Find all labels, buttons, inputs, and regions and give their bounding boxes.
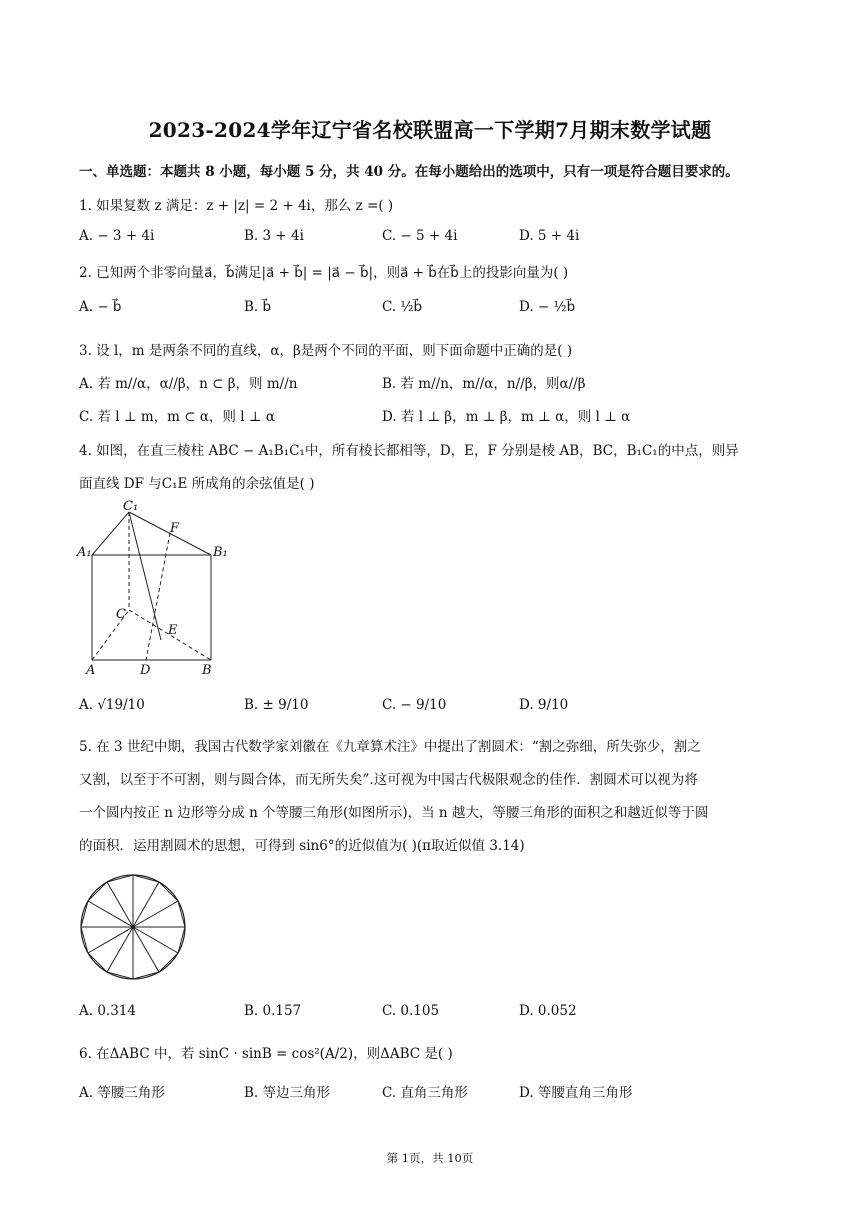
q5-option-d: D. 0.052	[519, 1003, 577, 1019]
q5-option-c: C. 0.105	[382, 1003, 440, 1019]
radius-line	[133, 882, 159, 927]
q1-option-a: A. − 3 + 4i	[79, 228, 155, 244]
radius-line	[88, 901, 133, 927]
q6-option-b: B. 等边三角形	[244, 1085, 331, 1101]
question-4-stem-line2: 面直线 DF 与C₁E 所成角的余弦值是( )	[79, 476, 315, 492]
q2-option-b: B. b⃗	[244, 299, 272, 315]
question-3-stem: 3. 设 l，m 是两条不同的直线，α，β是两个不同的平面，则下面命题中正确的是( )	[79, 343, 573, 359]
label-b1: B₁	[213, 545, 228, 560]
q2-option-a: A. − b⃗	[79, 299, 122, 315]
question-5-stem-line3: 一个圆内按正 n 边形等分成 n 个等腰三角形(如图所示)，当 n 越大，等腰三角形的面积之和越近似等于圆	[79, 805, 709, 821]
q6-option-c: C. 直角三角形	[382, 1085, 468, 1101]
radius-line	[133, 927, 159, 972]
radius-line	[88, 927, 133, 953]
q3-option-b: B. 若 m//n，m//α，n//β，则α//β	[382, 376, 586, 392]
q2-option-d: D. − ½b⃗	[519, 299, 576, 315]
question-5-stem-line4: 的面积．运用割圆术的思想，可得到 sin6°的近似值为( )(π取近似值 3.14)	[79, 838, 525, 854]
label-d: D	[140, 663, 151, 678]
question-4-stem-line1: 4. 如图，在直三棱柱 ABC − A₁B₁C₁中，所有棱长都相等，D，E，F 分别是棱 AB，BC，B₁C₁的中点，则异	[79, 443, 739, 459]
question-6-stem: 6. 在ΔABC 中，若 sinC · sinB = cos²(A/2)，则ΔABC 是( )	[79, 1046, 453, 1062]
radius-line	[133, 901, 178, 927]
question-5-stem-line1: 5. 在 3 世纪中期，我国古代数学家刘徽在《九章算术注》中提出了割圆术：“割之弥细，所失弥少，割之	[79, 739, 701, 755]
q3-option-c: C. 若 l ⊥ m，m ⊂ α，则 l ⊥ α	[79, 409, 275, 425]
q1-option-d: D. 5 + 4i	[519, 228, 580, 244]
q4-option-b: B. ± 9/10	[244, 697, 309, 713]
label-f: F	[170, 521, 180, 536]
q5-option-a: A. 0.314	[79, 1003, 136, 1019]
q1-option-c: C. − 5 + 4i	[382, 228, 458, 244]
q3-option-a: A. 若 m//α，α//β，n ⊂ β，则 m//n	[79, 376, 298, 392]
q6-option-a: A. 等腰三角形	[79, 1085, 165, 1101]
q4-option-c: C. − 9/10	[382, 697, 447, 713]
label-a: A	[86, 663, 96, 678]
page-footer: 第 1页，共 10页	[386, 1151, 474, 1165]
question-5-stem-line2: 又割，以至于不可割，则与圆合体，而无所失矣”.这可视为中国古代极限观念的佳作．割圆术可以视为将	[79, 772, 698, 788]
q2-option-c: C. ½b⃗	[382, 299, 423, 315]
question-1-stem: 1. 如果复数 z 满足：z + |z| = 2 + 4i，那么 z =( )	[79, 198, 394, 214]
q6-option-d: D. 等腰直角三角形	[519, 1085, 633, 1101]
label-c1: C₁	[123, 499, 139, 514]
q4-option-d: D. 9/10	[519, 697, 569, 713]
label-b: B	[202, 663, 212, 678]
q3-option-d: D. 若 l ⊥ β，m ⊥ β，m ⊥ α，则 l ⊥ α	[382, 409, 631, 425]
radius-line	[133, 927, 178, 953]
prism-figure	[74, 499, 228, 678]
label-a1: A₁	[77, 545, 92, 560]
question-2-stem: 2. 已知两个非零向量a⃗，b⃗满足|a⃗ + b⃗| = |a⃗ − b⃗|，则a⃗ + b⃗在b⃗上的投影向量为( )	[79, 265, 569, 281]
section-heading: 一、单选题：本题共 8 小题，每小题 5 分，共 40 分。在每小题给出的选项中，只有一项是符合题目要求的。	[79, 164, 739, 180]
radius-line	[107, 927, 133, 972]
q4-option-a: A. √19/10	[79, 697, 145, 713]
radius-line	[107, 882, 133, 927]
q5-option-b: B. 0.157	[244, 1003, 302, 1019]
page-title: 2023-2024学年辽宁省名校联盟高一下学期7月期末数学试题	[148, 118, 712, 142]
label-e: E	[168, 623, 178, 638]
q1-option-b: B. 3 + 4i	[244, 228, 304, 244]
circle-polygon-figure	[78, 872, 188, 982]
label-c: C	[116, 607, 126, 622]
